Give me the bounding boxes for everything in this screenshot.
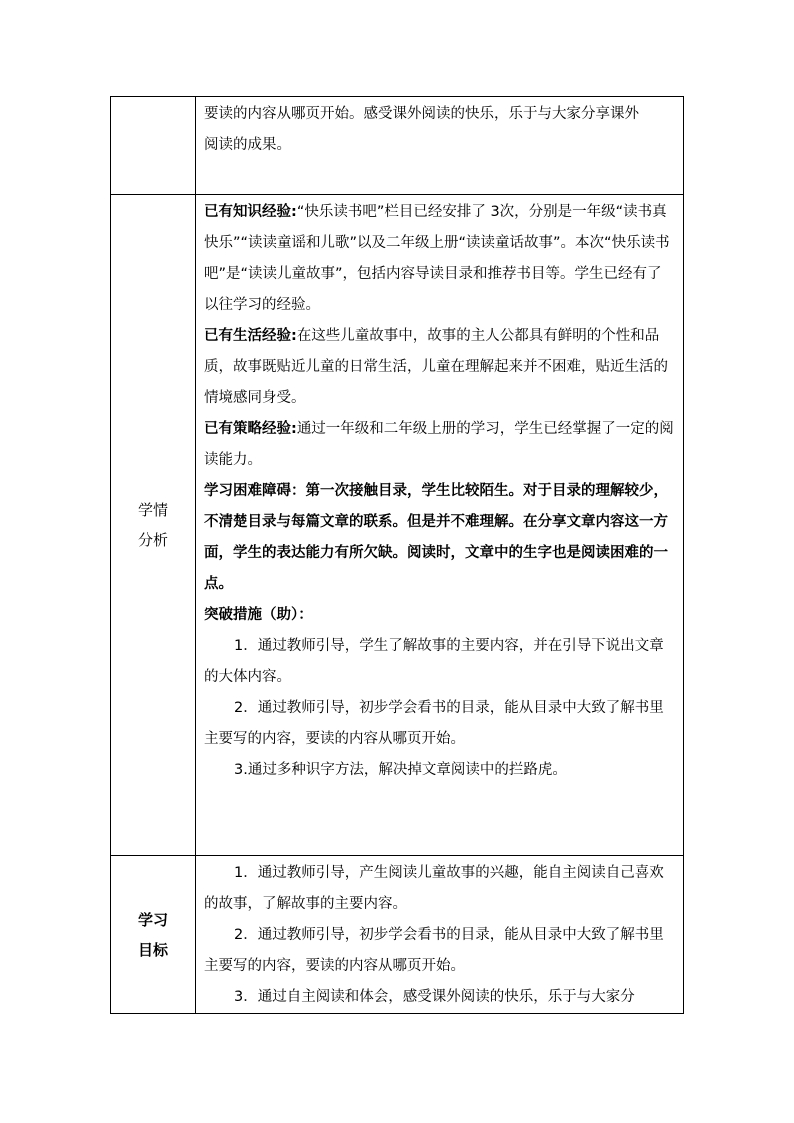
measure-item: 2．通过教师引导，初步学会看书的目录，能从目录中大致了解书里主要写的内容，要读的内容从哪页开始。: [204, 700, 664, 747]
row-content: [196, 97, 684, 195]
lesson-plan-table: [110, 96, 684, 1014]
strategy-text: 通过一年级和二年级上册的学习，学生已经掌握了一定的阅读能力。: [204, 421, 674, 468]
knowledge-paragraph: [204, 197, 675, 321]
strategy-title: 已有策略经验:: [204, 421, 297, 437]
strategy-paragraph: [204, 414, 675, 476]
life-title: 已有生活经验:: [204, 328, 297, 344]
measure-item: 3.通过多种识字方法，解决掉文章阅读中的拦路虎。: [234, 762, 567, 778]
difficulty-paragraph: [204, 476, 675, 600]
row-label-learning-goals: [111, 856, 196, 1014]
row-label-learning-analysis: [111, 195, 196, 856]
row-label-empty: [111, 97, 196, 195]
life-paragraph: [204, 321, 675, 414]
life-text: 在这些儿童故事中，故事的主人公都具有鲜明的个性和品质，故事既贴近儿童的日常生活，儿童在理解起来并不困难，贴近生活的情境感同身受。: [204, 328, 668, 406]
difficulty-text: 第一次接触目录，学生比较陌生。对于目录的理解较少，不清楚目录与每篇文章的联系。但是并不难理解。在分享文章内容这一方面，学生的表达能力有所欠缺。阅读时，文章中的生字也是阅读困难的一点。: [204, 483, 668, 592]
row-content: [196, 195, 684, 856]
row-content: [196, 856, 684, 1014]
goal-item: 1．通过教师引导，产生阅读儿童故事的兴趣，能自主阅读自己喜欢的故事，了解故事的主要内容。: [204, 865, 664, 912]
goal-item: 3．通过自主阅读和体会，感受课外阅读的快乐，乐于与大家分: [234, 989, 635, 1005]
table-row: [111, 97, 684, 195]
text-line: 阅读的成果。: [204, 137, 291, 153]
label-line: 分析: [137, 531, 168, 549]
difficulty-title: 学习困难障碍：: [204, 483, 306, 499]
measure-item: 1．通过教师引导，学生了解故事的主要内容，并在引导下说出文章的大体内容。: [204, 638, 664, 685]
measures-title: 突破措施（助）：: [204, 607, 313, 623]
label-line: 学情: [137, 501, 168, 519]
knowledge-text: “快乐读书吧”栏目已经安排了 3次，分别是一年级“读书真快乐”“读读童谣和儿歌”以及二年级上册“读读童话故事”。本次“快乐读书吧”是“读读儿童故事”，包括内容导读目录和推荐书目等。学生已经有了以往学习的经验。: [204, 204, 670, 313]
text-line: 要读的内容从哪页开始。感受课外阅读的快乐，乐于与大家分享课外: [204, 106, 639, 122]
label-line: 目标: [137, 940, 168, 959]
knowledge-title: 已有知识经验:: [204, 204, 297, 220]
label-line: 学习: [137, 910, 168, 929]
table-row: [111, 195, 684, 856]
table-row: [111, 856, 684, 1014]
goal-item: 2．通过教师引导，初步学会看书的目录，能从目录中大致了解书里主要写的内容，要读的内容从哪页开始。: [204, 927, 664, 974]
